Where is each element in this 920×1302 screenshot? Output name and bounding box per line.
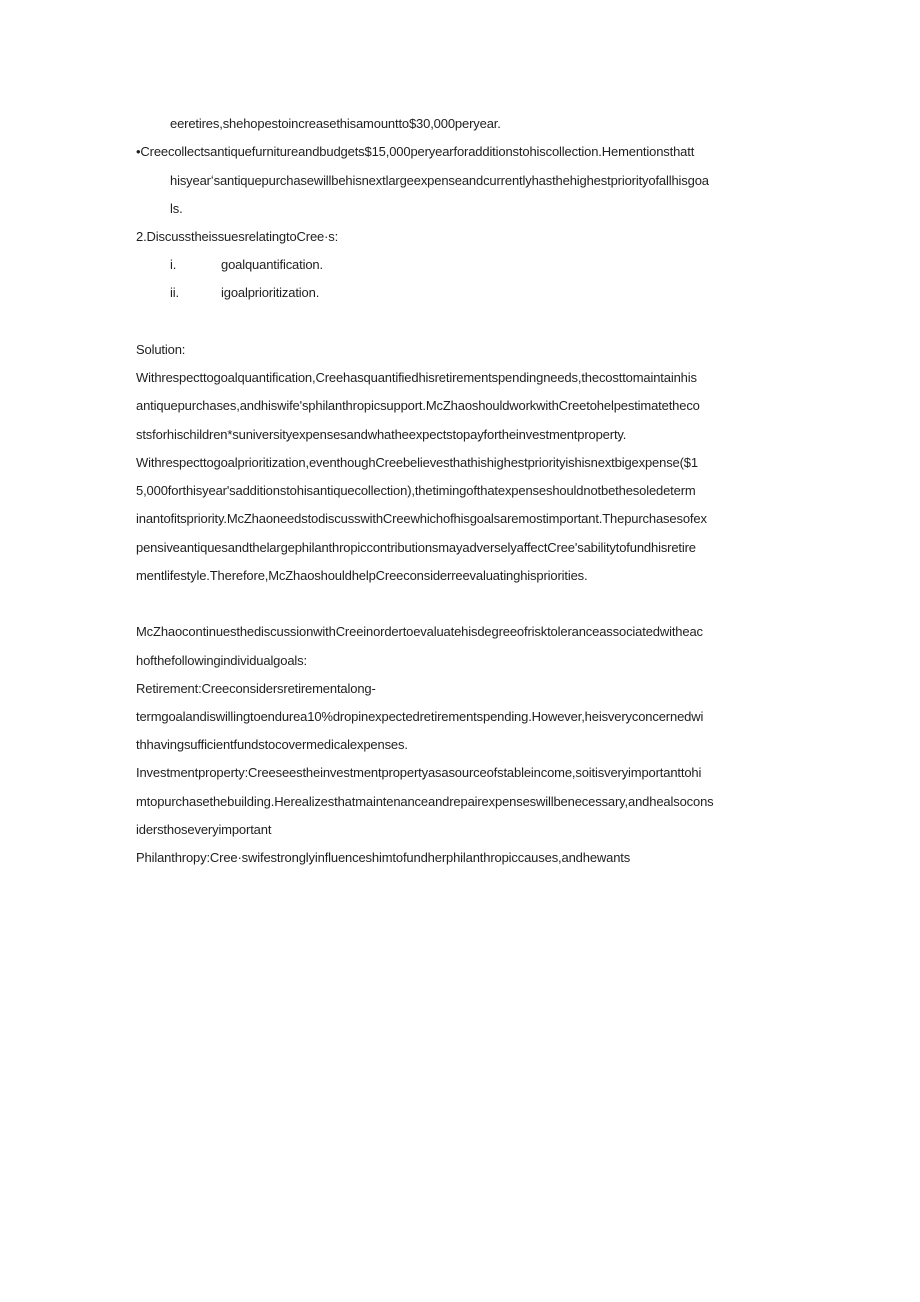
text-line: termgoalandiswillingtoendurea10%dropinexpectedretirementspending.However,heisveryconcernedwi [136, 709, 704, 724]
text-line: stsforhischildren*suniversityexpensesandwhatheexpectstopayfortheinvestmentproperty. [136, 427, 627, 442]
solution-heading: Solution: [136, 342, 186, 357]
text-line: ls. [170, 201, 183, 216]
list-marker: i. [170, 257, 177, 272]
text-line: hofthefollowingindividualgoals: [136, 653, 307, 668]
text-line: eeretires,shehopestoincreasethisamountto$30,000peryear. [170, 116, 501, 131]
text-line: thhavingsufficientfundstocovermedicalexpenses. [136, 737, 408, 752]
text-line: Retirement:Creeconsidersretirementalong- [136, 681, 376, 696]
text-line: Philanthropy:Cree·swifestronglyinfluenceshimtofundherphilanthropiccauses,andhewants [136, 850, 631, 865]
list-item: igoalprioritization. [221, 285, 320, 300]
text-line: pensiveantiquesandthelargephilanthropiccontributionsmayadverselyaffectCree'sabilitytofundhisretire [136, 540, 696, 555]
list-marker: ii. [170, 285, 179, 300]
question-heading: 2.DiscusstheissuesrelatingtoCree·s: [136, 229, 339, 244]
text-line: McZhaocontinuesthediscussionwithCreeinordertoevaluatehisdegreeofrisktoleranceassociatedwitheac [136, 624, 703, 639]
text-line: Withrespecttogoalquantification,Creehasquantifiedhisretirementspendingneeds,thecosttomaintainhis [136, 370, 697, 385]
bullet-text-line: •Creecollectsantiquefurnitureandbudgets$15,000peryearforadditionstohiscollection.Hementionsthatt [136, 144, 695, 159]
text-line: hisyearʻsantiquepurchasewillbehisnextlargeexpenseandcurrentlyhasthehighestpriorityofallhisgoa [170, 173, 709, 188]
text-line: Investmentproperty:Creeseestheinvestmentpropertyasasourceofstableincome,soitisveryimportanttohi [136, 765, 702, 780]
text-line: antiquepurchases,andhiswife'sphilanthropicsupport.McZhaoshouldworkwithCreetohelpestimatetheco [136, 398, 700, 413]
text-line: mtopurchasethebuilding.Herealizesthatmaintenanceandrepairexpenseswillbenecessary,andhealsocons [136, 794, 714, 809]
text-line: inantofitspriority.McZhaoneedstodiscusswithCreewhichofhisgoalsaremostimportant.Thepurchasesofex [136, 511, 707, 526]
text-line: 5,000forthisyear'sadditionstohisantiquecollection),thetimingofthatexpenseshouldnotbethesoledeterm [136, 483, 696, 498]
list-item: goalquantification. [221, 257, 323, 272]
text-line: mentlifestyle.Therefore,McZhaoshouldhelpCreeconsiderreevaluatinghispriorities. [136, 568, 588, 583]
text-line: Withrespecttogoalprioritization,eventhoughCreebelievesthathishighestpriorityishisnextbigexpense($1 [136, 455, 698, 470]
text-line: idersthoseveryimportant [136, 822, 272, 837]
